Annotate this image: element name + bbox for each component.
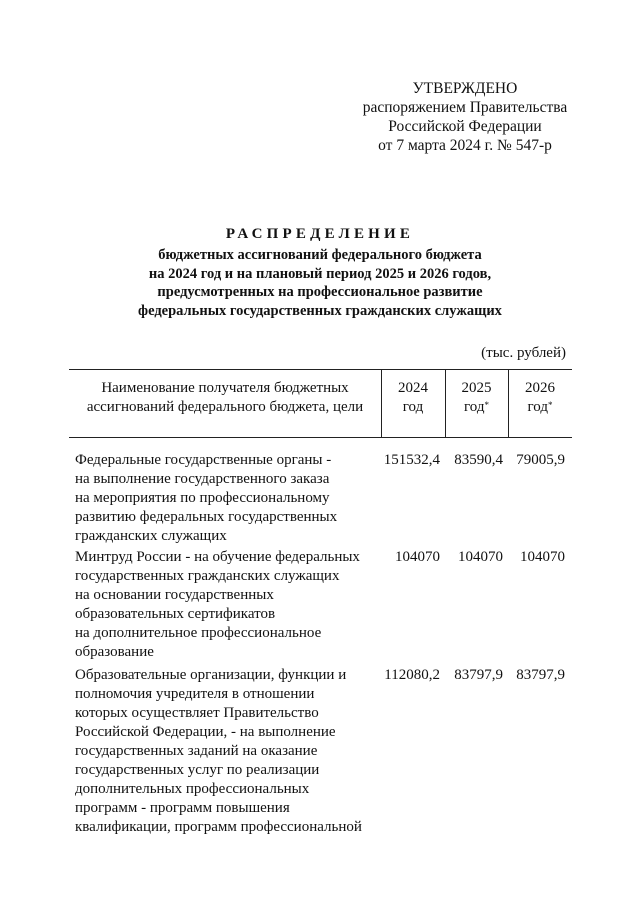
approval-issuer: распоряжением Правительства bbox=[362, 99, 568, 116]
cell-2025: 83590,4 bbox=[454, 452, 503, 468]
header-year-word: год bbox=[402, 399, 424, 415]
header-year: 2025 bbox=[461, 380, 492, 396]
cell-2024: 151532,4 bbox=[383, 452, 440, 468]
approval-heading: УТВЕРЖДЕНО bbox=[412, 80, 518, 97]
row-label-line: образование bbox=[75, 644, 154, 660]
header-2026-column bbox=[508, 379, 572, 417]
approval-issuer-country: Российской Федерации bbox=[388, 118, 542, 135]
row-label-line: программ - программ повышения bbox=[75, 800, 290, 816]
footnote-mark: * bbox=[484, 400, 489, 410]
document-subtitle bbox=[100, 246, 540, 320]
approval-block bbox=[320, 79, 610, 155]
table-row-label bbox=[75, 451, 375, 546]
header-name-column bbox=[69, 379, 381, 417]
header-name-line: ассигнований федерального бюджета, цели bbox=[86, 399, 364, 415]
row-label-line: образовательных сертификатов bbox=[75, 606, 276, 622]
footnote-mark: * bbox=[547, 400, 553, 410]
row-label-line: квалификации, программ профессиональной bbox=[75, 819, 362, 835]
cell-2025: 83797,9 bbox=[454, 667, 503, 683]
subtitle-line: федеральных государственных гражданских служащих bbox=[138, 302, 502, 319]
header-year-word-text: год bbox=[464, 399, 485, 415]
table-row-label bbox=[75, 666, 375, 837]
row-label-line: Российской Федерации, - на выполнение bbox=[75, 724, 336, 740]
table-row-label bbox=[75, 548, 375, 662]
header-name-line: Наименование получателя бюджетных bbox=[101, 380, 349, 396]
table-header-bottom-border bbox=[69, 437, 572, 438]
row-label-line: государственных гражданских служащих bbox=[75, 568, 340, 584]
cell-2026: 83797,9 bbox=[516, 667, 565, 683]
row-label-line: Образовательные организации, функции и bbox=[75, 667, 347, 683]
table-top-border bbox=[69, 369, 572, 370]
row-label-line: полномочия учредителя в отношении bbox=[75, 686, 315, 702]
row-label-line: на мероприятия по профессиональному bbox=[75, 490, 330, 506]
unit-label: (тыс. рублей) bbox=[481, 345, 566, 361]
row-label-line: Минтруд России - на обучение федеральных bbox=[75, 549, 360, 565]
approval-date: от 7 марта 2024 г. № 547-р bbox=[378, 137, 552, 154]
subtitle-line: бюджетных ассигнований федерального бюджета bbox=[158, 247, 482, 263]
row-label-line: на выполнение государственного заказа bbox=[75, 471, 330, 487]
cell-2024: 104070 bbox=[395, 549, 440, 565]
header-year-word-text: год bbox=[527, 399, 548, 415]
row-label-line: гражданских служащих bbox=[75, 528, 227, 544]
cell-2026: 79005,9 bbox=[516, 452, 565, 468]
header-2025-column bbox=[445, 379, 508, 417]
row-label-line: на дополнительное профессиональное bbox=[75, 625, 322, 641]
header-2024-column bbox=[381, 379, 445, 417]
row-label-line: которых осуществляет Правительство bbox=[75, 705, 319, 721]
document-title: РАСПРЕДЕЛЕНИЕ bbox=[225, 226, 415, 242]
header-year: 2024 bbox=[398, 380, 428, 396]
cell-2026: 104070 bbox=[520, 549, 565, 565]
cell-2025: 104070 bbox=[458, 549, 503, 565]
row-label-line: на основании государственных bbox=[75, 587, 274, 603]
row-label-line: государственных заданий на оказание bbox=[75, 743, 318, 759]
cell-2024: 112080,2 bbox=[384, 667, 440, 683]
subtitle-line: предусмотренных на профессиональное развитие bbox=[157, 284, 483, 300]
header-year-word bbox=[445, 398, 508, 417]
subtitle-line: на 2024 год и на плановый период 2025 и 2026 годов, bbox=[148, 265, 492, 282]
row-label-line: государственных услуг по реализации bbox=[75, 762, 320, 778]
header-year-word bbox=[508, 398, 572, 417]
row-label-line: развитию федеральных государственных bbox=[75, 509, 338, 525]
row-label-line: Федеральные государственные органы - bbox=[75, 452, 332, 468]
row-label-line: дополнительных профессиональных bbox=[75, 781, 310, 797]
header-year: 2026 bbox=[525, 380, 555, 396]
